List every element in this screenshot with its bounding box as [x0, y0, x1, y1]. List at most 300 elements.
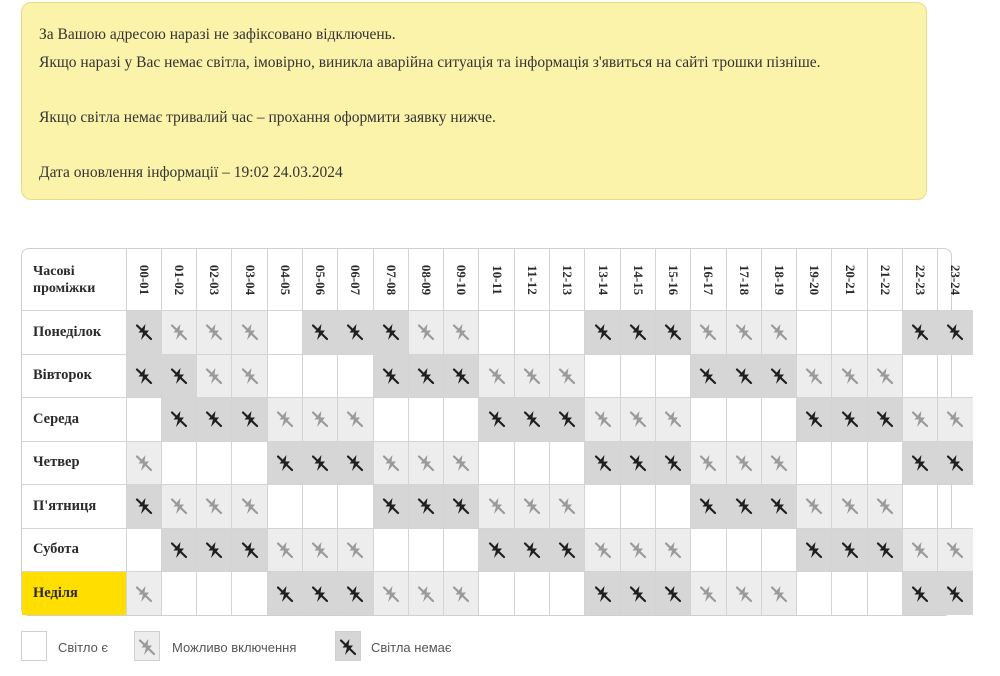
- schedule-cell-on: [479, 311, 514, 355]
- schedule-cell-maybe: [655, 528, 690, 572]
- power-off-icon: [338, 454, 372, 472]
- day-label: П'ятниця: [22, 485, 126, 529]
- schedule-cell-off: [938, 572, 973, 616]
- schedule-cell-maybe: [338, 398, 373, 442]
- schedule-cell-on: [514, 572, 549, 616]
- notice-line-request: Якщо світла немає тривалий час – прохання оформити заявку нижче.: [39, 109, 496, 126]
- schedule-cell-off: [585, 311, 620, 355]
- schedule-cell-off: [408, 354, 443, 398]
- power-maybe-icon: [550, 367, 584, 385]
- schedule-cell-maybe: [479, 485, 514, 529]
- power-off-icon: [656, 323, 690, 341]
- power-off-icon: [197, 410, 231, 428]
- power-off-icon: [127, 497, 161, 515]
- schedule-cell-maybe: [479, 354, 514, 398]
- schedule-cell-off: [550, 528, 585, 572]
- schedule-cell-off: [797, 528, 832, 572]
- legend-label-maybe: Можливо включення: [172, 640, 297, 655]
- outage-schedule-table: [21, 248, 964, 616]
- power-maybe-icon: [338, 410, 372, 428]
- schedule-cell-off: [938, 311, 973, 355]
- power-off-icon: [232, 541, 266, 559]
- schedule-cell-maybe: [373, 441, 408, 485]
- hour-header-12-13: [550, 249, 585, 311]
- schedule-cell-maybe: [797, 485, 832, 529]
- schedule-cell-on: [832, 572, 867, 616]
- schedule-cell-on: [797, 311, 832, 355]
- schedule-cell-on: [585, 485, 620, 529]
- hour-header-21-22: [867, 249, 902, 311]
- schedule-cell-maybe: [550, 354, 585, 398]
- power-off-icon: [162, 541, 196, 559]
- hour-header-17-18: [726, 249, 761, 311]
- power-maybe-icon: [550, 497, 584, 515]
- schedule-cell-maybe: [373, 572, 408, 616]
- schedule-cell-off: [655, 311, 690, 355]
- schedule-cell-maybe: [726, 311, 761, 355]
- power-off-icon: [832, 541, 866, 559]
- schedule-cell-on: [691, 528, 726, 572]
- schedule-cell-on: [267, 485, 302, 529]
- notice-line-emergency: Якщо наразі у Вас немає світла, імовірно, виникла аварійна ситуація та інформація з'явиться на сайті трошки пізніше.: [39, 54, 821, 71]
- power-off-icon: [903, 454, 937, 472]
- schedule-cell-on: [726, 398, 761, 442]
- hour-header-02-03: [197, 249, 232, 311]
- schedule-cell-maybe: [514, 485, 549, 529]
- schedule-cell-on: [373, 528, 408, 572]
- schedule-cell-maybe: [550, 485, 585, 529]
- schedule-row: [22, 311, 973, 355]
- power-maybe-icon: [374, 585, 408, 603]
- schedule-cell-maybe: [797, 354, 832, 398]
- power-maybe-icon: [656, 541, 690, 559]
- schedule-cell-on: [444, 398, 479, 442]
- hour-header-23-24: [938, 249, 973, 311]
- hour-label: 15-16: [666, 264, 682, 295]
- schedule-row: [22, 441, 973, 485]
- power-off-icon: [868, 541, 902, 559]
- schedule-cell-on: [585, 354, 620, 398]
- schedule-cell-on: [938, 485, 973, 529]
- schedule-cell-off: [903, 441, 938, 485]
- outage-notice: [21, 2, 927, 200]
- hour-header-14-15: [620, 249, 655, 311]
- schedule-cell-maybe: [691, 572, 726, 616]
- hour-header-16-17: [691, 249, 726, 311]
- power-off-icon: [585, 454, 619, 472]
- hour-header-20-21: [832, 249, 867, 311]
- schedule-cell-off: [373, 485, 408, 529]
- schedule-cell-off: [161, 354, 196, 398]
- schedule-cell-on: [550, 441, 585, 485]
- power-off-icon: [127, 323, 161, 341]
- hour-header-10-11: [479, 249, 514, 311]
- schedule-cell-maybe: [197, 311, 232, 355]
- power-off-icon: [797, 410, 831, 428]
- schedule-cell-maybe: [938, 398, 973, 442]
- power-off-icon: [197, 541, 231, 559]
- schedule-cell-off: [691, 485, 726, 529]
- hour-label: 06-07: [348, 264, 364, 295]
- hour-label: 08-09: [419, 264, 435, 295]
- schedule-cell-maybe: [197, 354, 232, 398]
- power-off-icon: [550, 541, 584, 559]
- schedule-cell-off: [302, 572, 337, 616]
- power-off-icon: [938, 454, 972, 472]
- schedule-cell-maybe: [832, 354, 867, 398]
- day-label: Субота: [22, 528, 126, 572]
- schedule-cell-on: [903, 485, 938, 529]
- power-maybe-icon: [762, 585, 796, 603]
- schedule-cell-maybe: [691, 311, 726, 355]
- legend-label-power-on: Світло є: [58, 640, 109, 655]
- schedule-cell-on: [338, 354, 373, 398]
- schedule-cell-on: [655, 485, 690, 529]
- power-off-icon: [656, 454, 690, 472]
- schedule-cell-off: [514, 528, 549, 572]
- hour-label: 03-04: [242, 264, 258, 295]
- power-off-icon: [409, 367, 443, 385]
- hour-label: 19-20: [807, 264, 823, 295]
- power-off-icon: [162, 367, 196, 385]
- power-off-icon: [409, 497, 443, 515]
- hour-header-00-01: [126, 249, 161, 311]
- power-maybe-icon: [868, 367, 902, 385]
- schedule-cell-on: [550, 311, 585, 355]
- schedule-cell-off: [585, 441, 620, 485]
- schedule-cell-maybe: [232, 311, 267, 355]
- power-maybe-icon: [479, 367, 513, 385]
- schedule-cell-off: [373, 311, 408, 355]
- schedule-cell-on: [550, 572, 585, 616]
- schedule-cell-off: [408, 485, 443, 529]
- power-maybe-icon: [409, 585, 443, 603]
- schedule-cell-maybe: [338, 528, 373, 572]
- hour-header-22-23: [903, 249, 938, 311]
- power-off-icon: [374, 497, 408, 515]
- power-maybe-icon: [938, 410, 972, 428]
- schedule-cell-maybe: [267, 398, 302, 442]
- schedule-cell-maybe: [691, 441, 726, 485]
- power-maybe-icon: [691, 585, 725, 603]
- schedule-cell-maybe: [232, 354, 267, 398]
- hour-label: 00-01: [136, 264, 152, 295]
- schedule-cell-maybe: [620, 528, 655, 572]
- schedule-cell-on: [302, 354, 337, 398]
- schedule-cell-maybe: [903, 398, 938, 442]
- hour-header-18-19: [761, 249, 796, 311]
- schedule-cell-maybe: [126, 441, 161, 485]
- schedule-cell-maybe: [408, 572, 443, 616]
- power-off-icon: [479, 410, 513, 428]
- schedule-cell-off: [832, 528, 867, 572]
- hour-label: 16-17: [701, 264, 717, 295]
- hour-label: 20-21: [842, 264, 858, 295]
- schedule-cell-maybe: [444, 441, 479, 485]
- power-off-icon: [585, 323, 619, 341]
- power-maybe-icon: [938, 541, 972, 559]
- schedule-cell-off: [444, 354, 479, 398]
- schedule-cell-off: [903, 311, 938, 355]
- power-off-icon: [515, 410, 549, 428]
- schedule-cell-on: [655, 354, 690, 398]
- power-off-icon: [691, 367, 725, 385]
- schedule-row: [22, 572, 973, 616]
- power-maybe-icon: [585, 410, 619, 428]
- power-off-icon: [336, 638, 360, 656]
- hour-label: 09-10: [454, 264, 470, 295]
- power-off-icon: [444, 497, 478, 515]
- schedule-cell-on: [267, 354, 302, 398]
- schedule-cell-off: [479, 528, 514, 572]
- power-off-icon: [797, 541, 831, 559]
- schedule-legend: [21, 631, 721, 667]
- schedule-cell-off: [197, 528, 232, 572]
- schedule-cell-off: [126, 311, 161, 355]
- power-off-icon: [374, 367, 408, 385]
- schedule-cell-on: [479, 572, 514, 616]
- power-maybe-icon: [832, 367, 866, 385]
- schedule-cell-on: [514, 311, 549, 355]
- power-off-icon: [762, 497, 796, 515]
- power-maybe-icon: [832, 497, 866, 515]
- hour-label: 22-23: [913, 264, 929, 295]
- schedule-cell-off: [726, 354, 761, 398]
- schedule-cell-on: [726, 528, 761, 572]
- power-maybe-icon: [162, 323, 196, 341]
- schedule-cell-off: [373, 354, 408, 398]
- schedule-cell-maybe: [267, 528, 302, 572]
- schedule-cell-maybe: [620, 398, 655, 442]
- schedule-cell-on: [938, 354, 973, 398]
- power-off-icon: [268, 454, 302, 472]
- power-maybe-icon: [135, 638, 159, 656]
- power-off-icon: [903, 585, 937, 603]
- legend-swatch-power-on: [21, 631, 47, 661]
- hour-label: 04-05: [277, 264, 293, 295]
- schedule-cell-maybe: [585, 398, 620, 442]
- schedule-row: [22, 398, 973, 442]
- power-off-icon: [338, 585, 372, 603]
- schedule-cell-on: [761, 528, 796, 572]
- power-off-icon: [268, 585, 302, 603]
- schedule-cell-maybe: [232, 485, 267, 529]
- power-maybe-icon: [585, 541, 619, 559]
- hour-label: 07-08: [383, 264, 399, 295]
- schedule-cell-off: [338, 441, 373, 485]
- power-maybe-icon: [444, 323, 478, 341]
- power-off-icon: [585, 585, 619, 603]
- schedule-cell-maybe: [444, 311, 479, 355]
- schedule-cell-off: [655, 572, 690, 616]
- schedule-cell-off: [126, 354, 161, 398]
- schedule-cell-maybe: [408, 311, 443, 355]
- power-maybe-icon: [903, 410, 937, 428]
- schedule-cell-maybe: [444, 572, 479, 616]
- power-off-icon: [162, 410, 196, 428]
- schedule-cell-on: [444, 528, 479, 572]
- hour-label: 12-13: [560, 264, 576, 295]
- schedule-cell-on: [338, 485, 373, 529]
- schedule-row: [22, 528, 973, 572]
- schedule-cell-on: [302, 485, 337, 529]
- schedule-cell-off: [832, 398, 867, 442]
- schedule-cell-on: [197, 572, 232, 616]
- legend-swatch-maybe: [134, 631, 160, 661]
- power-maybe-icon: [515, 497, 549, 515]
- power-maybe-icon: [797, 367, 831, 385]
- power-maybe-icon: [727, 585, 761, 603]
- schedule-cell-on: [126, 528, 161, 572]
- schedule-cell-off: [620, 572, 655, 616]
- power-maybe-icon: [197, 367, 231, 385]
- schedule-cell-off: [620, 311, 655, 355]
- schedule-cell-off: [126, 485, 161, 529]
- power-maybe-icon: [303, 541, 337, 559]
- schedule-cell-on: [620, 354, 655, 398]
- schedule-cell-on: [408, 528, 443, 572]
- schedule-cell-off: [691, 354, 726, 398]
- hour-label: 10-11: [489, 264, 505, 295]
- schedule-cell-on: [267, 311, 302, 355]
- schedule-cell-on: [867, 441, 902, 485]
- power-off-icon: [479, 541, 513, 559]
- power-off-icon: [303, 323, 337, 341]
- schedule-cell-on: [161, 441, 196, 485]
- schedule-cell-off: [479, 398, 514, 442]
- power-off-icon: [691, 497, 725, 515]
- legend-swatch-power-off: [335, 631, 361, 661]
- hour-header-07-08: [373, 249, 408, 311]
- power-maybe-icon: [656, 410, 690, 428]
- schedule-cell-maybe: [655, 398, 690, 442]
- schedule-cell-off: [585, 572, 620, 616]
- power-maybe-icon: [127, 454, 161, 472]
- schedule-cell-off: [302, 311, 337, 355]
- schedule-cell-maybe: [197, 485, 232, 529]
- notice-line-no-outages: За Вашою адресою наразі не зафіксовано відключень.: [39, 26, 396, 43]
- schedule-cell-on: [903, 354, 938, 398]
- power-off-icon: [656, 585, 690, 603]
- schedule-cell-off: [761, 354, 796, 398]
- schedule-cell-off: [514, 398, 549, 442]
- power-off-icon: [762, 367, 796, 385]
- hour-label: 02-03: [207, 264, 223, 295]
- hour-label: 17-18: [736, 264, 752, 295]
- hour-label: 14-15: [630, 264, 646, 295]
- hour-header-08-09: [408, 249, 443, 311]
- schedule-cell-maybe: [726, 572, 761, 616]
- hour-header-19-20: [797, 249, 832, 311]
- power-off-icon: [515, 541, 549, 559]
- power-maybe-icon: [727, 454, 761, 472]
- power-maybe-icon: [268, 410, 302, 428]
- hour-header-01-02: [161, 249, 196, 311]
- power-off-icon: [444, 367, 478, 385]
- power-maybe-icon: [691, 323, 725, 341]
- power-maybe-icon: [762, 323, 796, 341]
- schedule-cell-on: [232, 441, 267, 485]
- schedule-cell-off: [444, 485, 479, 529]
- power-maybe-icon: [197, 323, 231, 341]
- hour-header-15-16: [655, 249, 690, 311]
- schedule-cell-maybe: [761, 311, 796, 355]
- schedule-cell-maybe: [126, 572, 161, 616]
- schedule-cell-on: [232, 572, 267, 616]
- schedule-cell-on: [867, 311, 902, 355]
- schedule-cell-maybe: [761, 441, 796, 485]
- schedule-cell-off: [232, 398, 267, 442]
- schedule-cell-on: [514, 441, 549, 485]
- schedule-cell-maybe: [514, 354, 549, 398]
- schedule-cell-on: [373, 398, 408, 442]
- power-maybe-icon: [162, 497, 196, 515]
- schedule-cell-off: [797, 398, 832, 442]
- schedule-cell-off: [267, 441, 302, 485]
- power-off-icon: [338, 323, 372, 341]
- schedule-cell-maybe: [867, 485, 902, 529]
- schedule-cell-off: [302, 441, 337, 485]
- schedule-cell-off: [761, 485, 796, 529]
- power-off-icon: [868, 410, 902, 428]
- schedule-row: [22, 354, 973, 398]
- schedule-cell-maybe: [867, 354, 902, 398]
- power-maybe-icon: [232, 367, 266, 385]
- power-maybe-icon: [691, 454, 725, 472]
- power-maybe-icon: [903, 541, 937, 559]
- power-off-icon: [727, 367, 761, 385]
- power-maybe-icon: [762, 454, 796, 472]
- schedule-cell-maybe: [938, 528, 973, 572]
- power-off-icon: [727, 497, 761, 515]
- hour-label: 18-19: [771, 264, 787, 295]
- schedule-cell-off: [903, 572, 938, 616]
- power-maybe-icon: [232, 497, 266, 515]
- schedule-cell-off: [726, 485, 761, 529]
- schedule-cell-on: [832, 311, 867, 355]
- schedule-cell-maybe: [726, 441, 761, 485]
- schedule-cell-off: [655, 441, 690, 485]
- schedule-cell-maybe: [161, 485, 196, 529]
- hour-header-03-04: [232, 249, 267, 311]
- hour-header-09-10: [444, 249, 479, 311]
- schedule-cell-off: [338, 311, 373, 355]
- schedule-cell-on: [620, 485, 655, 529]
- schedule-cell-off: [550, 398, 585, 442]
- schedule-cell-maybe: [761, 572, 796, 616]
- power-maybe-icon: [268, 541, 302, 559]
- power-off-icon: [621, 454, 655, 472]
- day-label: Вівторок: [22, 354, 126, 398]
- hour-label: 01-02: [171, 264, 187, 295]
- day-label: Четвер: [22, 441, 126, 485]
- power-maybe-icon: [479, 497, 513, 515]
- power-off-icon: [374, 323, 408, 341]
- power-off-icon: [621, 323, 655, 341]
- hour-label: 05-06: [313, 264, 329, 295]
- notice-update-date: Дата оновлення інформації – 19:02 24.03.2024: [39, 164, 343, 181]
- schedule-cell-off: [867, 398, 902, 442]
- hour-header-13-14: [585, 249, 620, 311]
- power-off-icon: [938, 585, 972, 603]
- schedule-cell-off: [161, 528, 196, 572]
- schedule-cell-off: [232, 528, 267, 572]
- power-off-icon: [903, 323, 937, 341]
- schedule-cell-maybe: [302, 528, 337, 572]
- schedule-cell-on: [408, 398, 443, 442]
- power-maybe-icon: [444, 585, 478, 603]
- power-maybe-icon: [127, 585, 161, 603]
